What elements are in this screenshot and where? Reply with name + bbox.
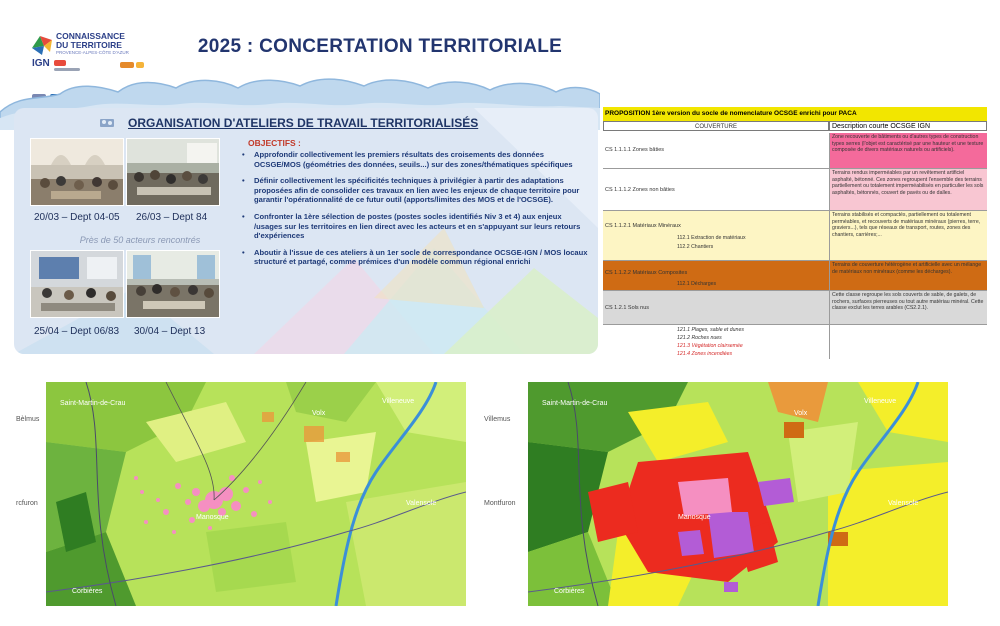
row-label: CS 1.1.2.1 Matériaux Minéraux bbox=[605, 223, 681, 229]
map-place-label: Villeneuve bbox=[382, 398, 415, 405]
row-label: CS 1.1.2.2 Matériaux Composites bbox=[605, 270, 688, 276]
map-outside-label: Montfuron bbox=[484, 500, 516, 507]
column-header-description: Description courte OCSGE IGN bbox=[829, 121, 987, 131]
map-outside-label: rcfuron bbox=[16, 500, 38, 507]
row-description: Terrains rendus imperméables par un revêtement artificiel asphalté, bétonné. Ces zones regroupent l'ensemble des terrains partiellement ou totalement imperméabilisés en particulier les sols asphaltés, bétonnés, couvert de pavés ou de dalles. bbox=[829, 169, 987, 210]
photo-caption: 25/04 – Dept 06/83 bbox=[34, 326, 120, 337]
map-place-label: Valensole bbox=[406, 500, 437, 507]
map-place-label: Corbières bbox=[554, 588, 585, 595]
row-description: Terrains de couverture hétérogène et artificielle avec un mélange de matériaux non minéraux (comme les décharges). bbox=[829, 261, 987, 290]
map-place-label: Manosque bbox=[678, 514, 711, 521]
logo-title: CONNAISSANCE DU TERRITOIRE bbox=[56, 31, 125, 50]
map-place-label: Volx bbox=[794, 410, 808, 417]
column-header-couverture: COUVERTURE bbox=[603, 121, 829, 131]
map-place-label: Villeneuve bbox=[864, 398, 897, 405]
ign-logo: IGN bbox=[32, 58, 50, 69]
subitem-label: 112.1 Extraction de matériaux bbox=[677, 235, 746, 241]
map-place-label: Volx bbox=[312, 410, 326, 417]
workshop-icon bbox=[98, 116, 118, 130]
row-description: Cette classe regroupe les sols couverts de sable, de galets, de rochers, surfaces pierreuses ou tout autre matériau minéral. Cette classe exclut les terres arables (CS2.2.1). bbox=[829, 291, 987, 324]
table-row bbox=[603, 133, 987, 169]
table-row bbox=[603, 261, 987, 291]
workshops-title: ORGANISATION D'ATELIERS DE TRAVAIL TERRITORIALISÉS bbox=[128, 116, 479, 130]
workshop-photo bbox=[126, 250, 220, 318]
row-label: CS 1.2.1 Sols nus bbox=[605, 305, 650, 311]
map-outside-label: Villemus bbox=[484, 416, 511, 423]
logo-mark-icon bbox=[30, 34, 54, 56]
row-label: CS 1.1.1.2 Zones non bâties bbox=[605, 187, 675, 193]
table-row bbox=[603, 169, 987, 211]
nomenclature-title: PROPOSITION 1ère version du socle de nomenclature OCSGE enrichi pour PACA bbox=[603, 107, 987, 121]
map-place-label: Valensole bbox=[888, 500, 919, 507]
photo-caption: 30/04 – Dept 13 bbox=[134, 326, 206, 337]
subitem-label: 121.3 Végétation clairsemée bbox=[677, 343, 743, 349]
subitem-label: 112.2 Chantiers bbox=[677, 244, 714, 250]
table-row bbox=[603, 325, 987, 359]
workshop-photo bbox=[30, 250, 124, 318]
land-cover-map-ocsge bbox=[46, 382, 466, 606]
objective-item: • Confronter la 1ère sélection de postes (postes socles identifiés Niv 3 et 4) aux enjeux /usages sur les territoires en lien direct avec les acteurs et en s'appuyant sur leurs retours d'expériences bbox=[236, 212, 592, 241]
nomenclature-table bbox=[603, 107, 987, 359]
participants-note: Près de 50 acteurs rencontrés bbox=[79, 235, 201, 245]
table-row bbox=[603, 291, 987, 325]
logo-subtitle: PROVENCE-ALPES-CÔTE D'AZUR bbox=[56, 50, 129, 55]
map-place-label: Manosque bbox=[196, 514, 229, 521]
photo-caption: 20/03 – Dept 04-05 bbox=[34, 212, 120, 223]
objectives-title: OBJECTIFS : bbox=[248, 138, 301, 148]
map-outside-label: Bèlmus bbox=[16, 416, 40, 423]
map-place-label: Saint-Martin-de-Crau bbox=[60, 400, 126, 407]
row-label: CS 1.1.1.1 Zones bâties bbox=[605, 147, 665, 153]
subitem-label: 112.1 Décharges bbox=[677, 281, 717, 287]
map-place-label: Corbières bbox=[72, 588, 103, 595]
photo-caption: 26/03 – Dept 84 bbox=[136, 212, 208, 223]
workshop-photo bbox=[30, 138, 124, 206]
land-cover-map-ocsge-enriched bbox=[528, 382, 948, 606]
workshop-photo bbox=[126, 138, 220, 206]
subitem-label: 121.4 Zones incendiées bbox=[677, 351, 733, 357]
row-description: Zone recouverte de bâtiments ou d'autres types de construction types serres (l'objet est caractérisé par une hauteur et une texture composée de divers matériaux naturels ou artificiels). bbox=[829, 133, 987, 168]
objective-item: • Approfondir collectivement les premiers résultats des croisements des données OCSGE/MOS (géométries des données, seuils...) sur des zones/thématiques spécifiques bbox=[236, 150, 592, 169]
objective-item: • Définir collectivement les spécificités techniques à privilégier à partir des adaptations proposées afin de consolider ces travaux en lien avec les enjeux de chaque territoire pour garantir l'opérationnalité de ce futur outil (apports/limites des MOS et de l'OCSGE). bbox=[236, 176, 592, 205]
row-description: Terrains stabilisés et compactés, partiellement ou totalement perméables, et recouverts de matériaux minéraux (pierres, terre, graviers...), tels que réseaux de transport, routes, zones des chantiers, carrières;... bbox=[829, 211, 987, 260]
subitem-label: 121.2 Roches nues bbox=[677, 335, 722, 341]
objectives-list bbox=[236, 150, 592, 274]
table-row bbox=[603, 211, 987, 261]
map-place-label: Saint-Martin-de-Crau bbox=[542, 400, 608, 407]
page-title: 2025 : CONCERTATION TERRITORIALE bbox=[197, 36, 563, 57]
subitem-label: 121.1 Plages, sable et dunes bbox=[677, 327, 744, 333]
workshops-panel bbox=[14, 108, 598, 354]
objective-item: • Aboutir à l'issue de ces ateliers à un 1er socle de correspondance OCSGE-IGN / MOS locaux structuré et partagé, comme prémices d'un modèle commun régional enrichi bbox=[236, 248, 592, 267]
